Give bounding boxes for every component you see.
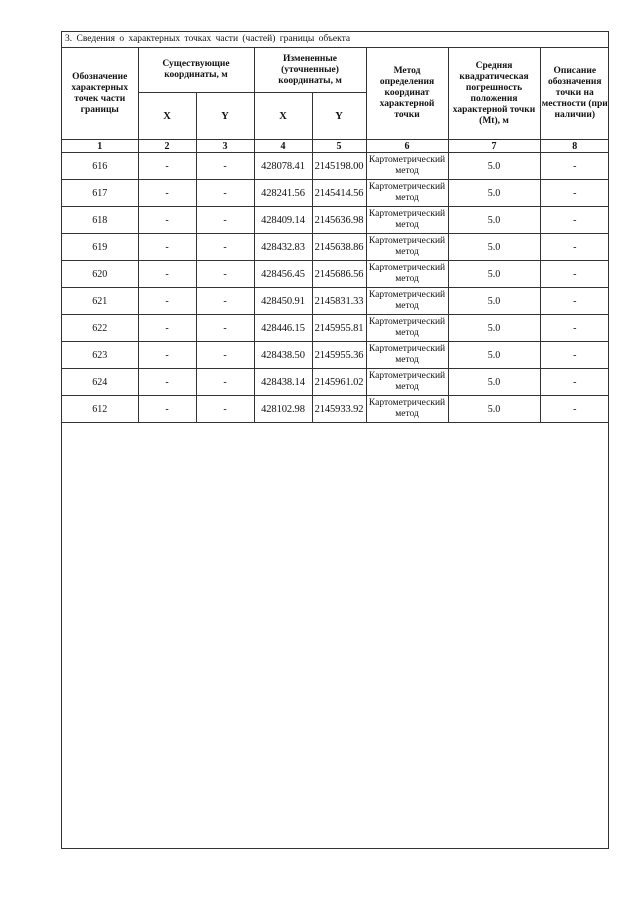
cell-y-coordinate: 2145961.02 bbox=[312, 369, 366, 396]
header-changed-coordinates: Измененные (уточненные) координаты, м bbox=[254, 48, 366, 93]
cell-description: - bbox=[540, 369, 609, 396]
cell-x-coordinate: 428456.45 bbox=[254, 261, 312, 288]
column-number: 5 bbox=[312, 140, 366, 153]
cell-existing-x: - bbox=[138, 234, 196, 261]
boundary-points-table bbox=[62, 48, 609, 423]
cell-x-coordinate: 428241.56 bbox=[254, 180, 312, 207]
column-number: 3 bbox=[196, 140, 254, 153]
table-row bbox=[62, 369, 609, 396]
cell-existing-x: - bbox=[138, 342, 196, 369]
cell-existing-x: - bbox=[138, 153, 196, 180]
cell-method: Картометрический метод bbox=[366, 342, 448, 369]
cell-mean-square-error: 5.0 bbox=[448, 342, 540, 369]
header-point-description: Описание обозначения точки на местности (при наличии) bbox=[540, 48, 609, 140]
cell-mean-square-error: 5.0 bbox=[448, 261, 540, 288]
cell-mean-square-error: 5.0 bbox=[448, 153, 540, 180]
column-number: 2 bbox=[138, 140, 196, 153]
column-number: 7 bbox=[448, 140, 540, 153]
cell-x-coordinate: 428446.15 bbox=[254, 315, 312, 342]
table-row bbox=[62, 234, 609, 261]
cell-method: Картометрический метод bbox=[366, 315, 448, 342]
cell-description: - bbox=[540, 207, 609, 234]
cell-existing-x: - bbox=[138, 288, 196, 315]
cell-existing-y: - bbox=[196, 342, 254, 369]
cell-mean-square-error: 5.0 bbox=[448, 288, 540, 315]
cell-point-id: 623 bbox=[62, 342, 138, 369]
cell-existing-y: - bbox=[196, 207, 254, 234]
header-existing-x: X bbox=[138, 93, 196, 140]
cell-point-id: 612 bbox=[62, 396, 138, 423]
cell-x-coordinate: 428409.14 bbox=[254, 207, 312, 234]
cell-mean-square-error: 5.0 bbox=[448, 369, 540, 396]
cell-existing-x: - bbox=[138, 369, 196, 396]
cell-existing-x: - bbox=[138, 396, 196, 423]
header-existing-coordinates: Существующие координаты, м bbox=[138, 48, 254, 93]
cell-existing-x: - bbox=[138, 180, 196, 207]
cell-point-id: 620 bbox=[62, 261, 138, 288]
cell-x-coordinate: 428438.50 bbox=[254, 342, 312, 369]
cell-y-coordinate: 2145933.92 bbox=[312, 396, 366, 423]
cell-y-coordinate: 2145636.98 bbox=[312, 207, 366, 234]
cell-point-id: 617 bbox=[62, 180, 138, 207]
cell-existing-y: - bbox=[196, 153, 254, 180]
table-row bbox=[62, 180, 609, 207]
table-row bbox=[62, 261, 609, 288]
table-row bbox=[62, 288, 609, 315]
cell-method: Картометрический метод bbox=[366, 207, 448, 234]
cell-y-coordinate: 2145638.86 bbox=[312, 234, 366, 261]
header-mean-square-error: Средняя квадратическая погрешность положения характерной точки (Mt), м bbox=[448, 48, 540, 140]
cell-existing-y: - bbox=[196, 180, 254, 207]
cell-existing-y: - bbox=[196, 234, 254, 261]
cell-y-coordinate: 2145955.81 bbox=[312, 315, 366, 342]
header-existing-y: Y bbox=[196, 93, 254, 140]
cell-method: Картометрический метод bbox=[366, 234, 448, 261]
cell-point-id: 622 bbox=[62, 315, 138, 342]
cell-description: - bbox=[540, 315, 609, 342]
cell-description: - bbox=[540, 180, 609, 207]
cell-x-coordinate: 428078.41 bbox=[254, 153, 312, 180]
cell-point-id: 619 bbox=[62, 234, 138, 261]
cell-x-coordinate: 428102.98 bbox=[254, 396, 312, 423]
cell-mean-square-error: 5.0 bbox=[448, 315, 540, 342]
cell-method: Картометрический метод bbox=[366, 153, 448, 180]
cell-existing-x: - bbox=[138, 315, 196, 342]
section-title: 3. Сведения о характерных точках части (частей) границы объекта bbox=[62, 32, 608, 48]
cell-mean-square-error: 5.0 bbox=[448, 396, 540, 423]
header-point-designation: Обозначение характерных точек части границы bbox=[62, 48, 138, 140]
column-number: 1 bbox=[62, 140, 138, 153]
cell-existing-y: - bbox=[196, 369, 254, 396]
table-row bbox=[62, 342, 609, 369]
cell-y-coordinate: 2145686.56 bbox=[312, 261, 366, 288]
cell-description: - bbox=[540, 234, 609, 261]
cell-point-id: 621 bbox=[62, 288, 138, 315]
cell-x-coordinate: 428432.83 bbox=[254, 234, 312, 261]
cell-method: Картометрический метод bbox=[366, 369, 448, 396]
cell-description: - bbox=[540, 288, 609, 315]
table-row bbox=[62, 315, 609, 342]
cell-description: - bbox=[540, 261, 609, 288]
cell-existing-x: - bbox=[138, 261, 196, 288]
cell-y-coordinate: 2145198.00 bbox=[312, 153, 366, 180]
cell-description: - bbox=[540, 342, 609, 369]
column-number: 4 bbox=[254, 140, 312, 153]
column-number: 8 bbox=[540, 140, 609, 153]
table-row bbox=[62, 153, 609, 180]
cell-description: - bbox=[540, 153, 609, 180]
cell-existing-y: - bbox=[196, 288, 254, 315]
cell-point-id: 616 bbox=[62, 153, 138, 180]
cell-mean-square-error: 5.0 bbox=[448, 234, 540, 261]
table-row bbox=[62, 207, 609, 234]
cell-existing-y: - bbox=[196, 315, 254, 342]
cell-point-id: 618 bbox=[62, 207, 138, 234]
cell-existing-y: - bbox=[196, 261, 254, 288]
cell-existing-x: - bbox=[138, 207, 196, 234]
cell-y-coordinate: 2145955.36 bbox=[312, 342, 366, 369]
cell-mean-square-error: 5.0 bbox=[448, 207, 540, 234]
cell-method: Картометрический метод bbox=[366, 396, 448, 423]
header-changed-x: X bbox=[254, 93, 312, 140]
cell-description: - bbox=[540, 396, 609, 423]
cell-x-coordinate: 428450.91 bbox=[254, 288, 312, 315]
cell-method: Картометрический метод bbox=[366, 261, 448, 288]
cell-mean-square-error: 5.0 bbox=[448, 180, 540, 207]
document-frame bbox=[61, 31, 609, 849]
column-number: 6 bbox=[366, 140, 448, 153]
cell-point-id: 624 bbox=[62, 369, 138, 396]
table-row bbox=[62, 396, 609, 423]
cell-y-coordinate: 2145414.56 bbox=[312, 180, 366, 207]
cell-y-coordinate: 2145831.33 bbox=[312, 288, 366, 315]
header-changed-y: Y bbox=[312, 93, 366, 140]
header-method: Метод определения координат характерной точки bbox=[366, 48, 448, 140]
cell-existing-y: - bbox=[196, 396, 254, 423]
cell-method: Картометрический метод bbox=[366, 180, 448, 207]
cell-x-coordinate: 428438.14 bbox=[254, 369, 312, 396]
cell-method: Картометрический метод bbox=[366, 288, 448, 315]
